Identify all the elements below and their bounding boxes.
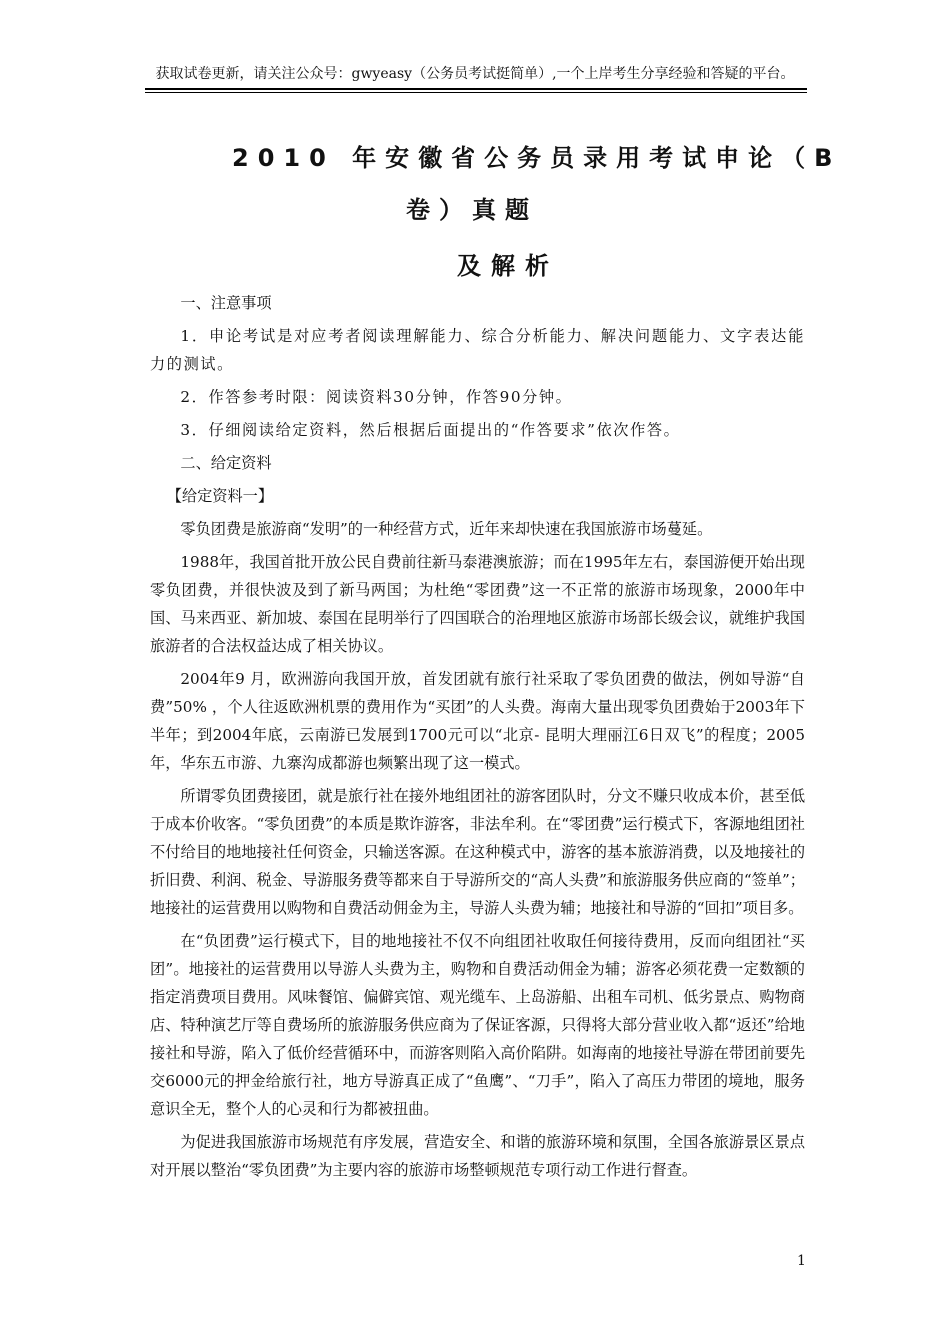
- paragraph: 在“负团费”运行模式下，目的地地接社不仅不向组团社收取任何接待费用，反而向组团社“买团”。地接社的运营费用以导游人头费为主，购物和自费活动佣金为辅；游客必须花费一定数额的指定消费项目费用。风味餐馆、偏僻宾馆、观光缆车、上岛游船、出租车司机、低劣景点、购物商店、特种演艺厅等自费场所的旅游服务供应商为了保证客源，只得将大部分营业收入都“返还”给地接社和导游，陷入了低价经营循环中，而游客则陷入高价陷阱。如海南的地接社导游在带团前要先交6000元的押金给旅行社，地方导游真正成了“鱼鹰”、“刀手”，陷入了高压力带团的境地，服务意识全无，整个人的心灵和行为都被扭曲。: [150, 932, 805, 1118]
- note-item-3: 3．仔细阅读给定资料，然后根据后面提出的“作答要求”依次作答。: [180, 421, 681, 439]
- header-note: 获取试卷更新，请关注公众号：gwyeasy（公务员考试挺简单）,一个上岸考生分享经验和答疑的平台。: [155, 66, 795, 82]
- paragraph: 为促进我国旅游市场规范有序发展，营造安全、和谐的旅游环境和氛围，全国各旅游景区景点对开展以整治“零负团费”为主要内容的旅游市场整顿规范专项行动工作进行督查。: [150, 1133, 805, 1179]
- note-item-1: 1．申论考试是对应考者阅读理解能力、综合分析能力、解决问题能力、文字表达能力的测试。: [150, 327, 805, 373]
- header-rule-thin: [145, 92, 807, 93]
- paragraph: 2004年9 月，欧洲游向我国开放，首发团就有旅行社采取了零负团费的做法，例如导游“自费”50% ，个人往返欧洲机票的费用作为“买团”的人头费。海南大量出现零负团费始于2003年下半年；到2004年底，云南游已发展到1700元可以“北京- 昆明大理丽江6日双飞”的程度；2005年，华东五市游、九寨沟成都游也频繁出现了这一模式。: [150, 670, 805, 772]
- page-number: 1: [797, 1253, 806, 1269]
- section-heading-notes: 一、注意事项: [180, 294, 272, 312]
- note-item-2: 2．作答参考时限：阅读资料30分钟，作答90分钟。: [180, 388, 573, 406]
- title-line-2: 卷）真题: [406, 196, 538, 224]
- paragraph: 1988年，我国首批开放公民自费前往新马泰港澳旅游；而在1995年左右，泰国游便开始出现零负团费，并很快波及到了新马两国；为杜绝“零团费”这一不正常的旅游市场现象，2000年中国、马来西亚、新加坡、泰国在昆明举行了四国联合的治理地区旅游市场部长级会议，就维护我国旅游者的合法权益达成了相关协议。: [150, 553, 805, 655]
- title-line-1: 2010 年安徽省公务员录用考试申论（B: [232, 144, 842, 172]
- material-heading: 【给定资料一】: [166, 487, 274, 505]
- title-line-3: 及解析: [457, 252, 559, 280]
- paragraph: 零负团费是旅游商“发明”的一种经营方式，近年来却快速在我国旅游市场蔓延。: [180, 520, 713, 538]
- paragraph: 所谓零负团费接团，就是旅行社在接外地组团社的游客团队时，分文不赚只收成本价，甚至低于成本价收客。“零负团费”的本质是欺诈游客，非法牟利。在“零团费”运行模式下，客源地组团社不付给目的地地接社任何资金，只输送客源。在这种模式中，游客的基本旅游消费，以及地接社的折旧费、利润、税金、导游服务费等都来自于导游所交的“高人头费”和旅游服务供应商的“签单”；地接社的运营费用以购物和自费活动佣金为主，导游人头费为辅；地接社和导游的“回扣”项目多。: [150, 787, 805, 917]
- document-body: [150, 289, 805, 1184]
- header-rule-thick: [145, 88, 807, 90]
- section-heading-materials: 二、给定资料: [180, 454, 272, 472]
